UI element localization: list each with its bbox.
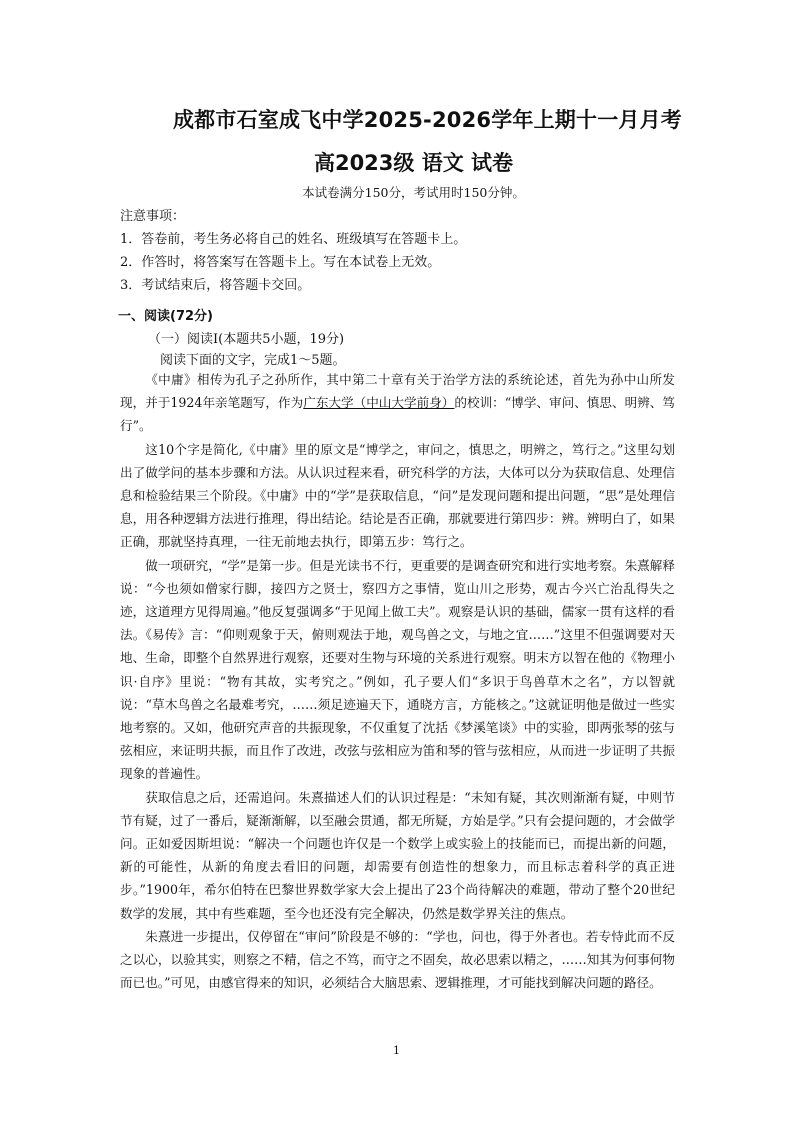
reading-instruction: 阅读下面的文字，完成1～5题。 <box>160 353 346 368</box>
page-number: 1 <box>393 1044 400 1057</box>
passage-paragraph: 做一项研究，“学”是第一步。但是光读书不行，更重要的是调查研究和进行实地考察。朱熹解释说：“今也须如僧家行脚，接四方之贤士，察四方之事情，览山川之形势，观古今兴亡治乱得失之迹，这道理方见得周遍。”他反复强调多“于见闻上做工夫”。观察是认识的基础，儒家一贯有这样的看法。《易传》言：“仰则观象于天，俯则观法于地，观鸟兽之文，与地之宜……”这里不但强调要对天地、生命，即整个自然界进行观察，还要对生物与环境的关系进行观察。明末方以智在他的《物理小识·自序》里说：“物有其故，实考究之。”例如，孔子要人们“多识于鸟兽草木之名”，方以智就说：“草木鸟兽之名最难考究，……须足迹遍天下，通晓方言，方能核之。”这就证明他是做过一些实地考察的。又如，他研究声音的共振现象，不仅重复了沈括《梦溪笔谈》中的实验，即两张琴的弦与弦相应，来证明共振，而且作了改进，改弦与弦相应为笛和琴的管与弦相应，从而进一步证明了共振现象的普遍性。 <box>120 557 675 782</box>
notes-block <box>120 205 466 297</box>
section-title: 一、阅读(72分) <box>118 309 213 324</box>
exam-title: 成都市石室成飞中学2025-2026学年上期十一月月考 <box>172 108 682 132</box>
notes-item: 1．答卷前，考生务必将自己的姓名、班级填写在答题卡上。 <box>120 232 467 247</box>
passage-text: 《中庸》相传为孔子之孙所作，其中第二十章有关于治学方法的系统论述，首先为孙中山所发现，并于1924年亲笔题写，作为 <box>120 372 675 411</box>
notes-item: 3．考试结束后，将答题卡交回。 <box>120 278 311 293</box>
exam-subtitle: 高2023级 语文 试卷 <box>313 151 514 175</box>
passage-paragraph: 这10个字是简化,《中庸》里的原文是“博学之，审问之，慎思之，明辨之，笃行之。”这里勾划出了做学问的基本步骤和方法。从认识过程来看，研究科学的方法，大体可以分为获取信息、处理信息和检验结果三个阶段。《中庸》中的“学”是获取信息，“问”是发现问题和提出问题，“思”是处理信息，用各种逻辑方法进行推理，得出结论。结论是否正确，那就要进行第四步：辨。辨明白了，如果正确，那就坚持真理，一往无前地去执行，即第五步：笃行之。 <box>120 441 675 550</box>
passage-paragraph: 朱熹进一步提出，仅停留在“审问”阶段是不够的：“学也，问也，得于外者也。若专恃此而不反之以心，以验其实，则察之不精，信之不笃，而守之不固矣，故必思索以精之，……知其为何事何物而已也。”可见，由感官得来的知识，必须结合大脑思索、逻辑推理，才可能找到解决问题的路径。 <box>120 928 675 991</box>
passage <box>120 368 675 994</box>
subsection-title: （一）阅读Ⅰ(本题共5小题，19分) <box>148 332 345 347</box>
passage-paragraph <box>120 368 675 438</box>
exam-info: 本试卷满分150分，考试用时150分钟。 <box>302 185 525 200</box>
passage-text: 的校训：“博学、审问、慎思、明辨、笃行”。 <box>120 395 675 434</box>
notes-item: 2．作答时，将答案写在答题卡上。写在本试卷上无效。 <box>120 255 441 270</box>
underlined-text: 广东大学（中山大学前身） <box>303 395 455 411</box>
passage-paragraph: 获取信息之后，还需追问。朱熹描述人们的认识过程是：“未知有疑，其次则渐渐有疑，中则节节有疑，过了一番后，疑渐渐解，以至融会贯通，都无所疑，方始是学。”只有会提问题的，才会做学问。正如爱因斯坦说：“解决一个问题也许仅是一个数学上或实验上的技能而已，而提出新的问题，新的可能性，从新的角度去看旧的问题，却需要有创造性的想象力，而且标志着科学的真正进步。”1900年，希尔伯特在巴黎世界数学家大会上提出了23个尚待解决的难题，带动了整个20世纪数学的发展，其中有些难题，至今也还没有完全解决，仍然是数学界关注的焦点。 <box>120 789 675 921</box>
notes-heading: 注意事项： <box>120 209 186 224</box>
